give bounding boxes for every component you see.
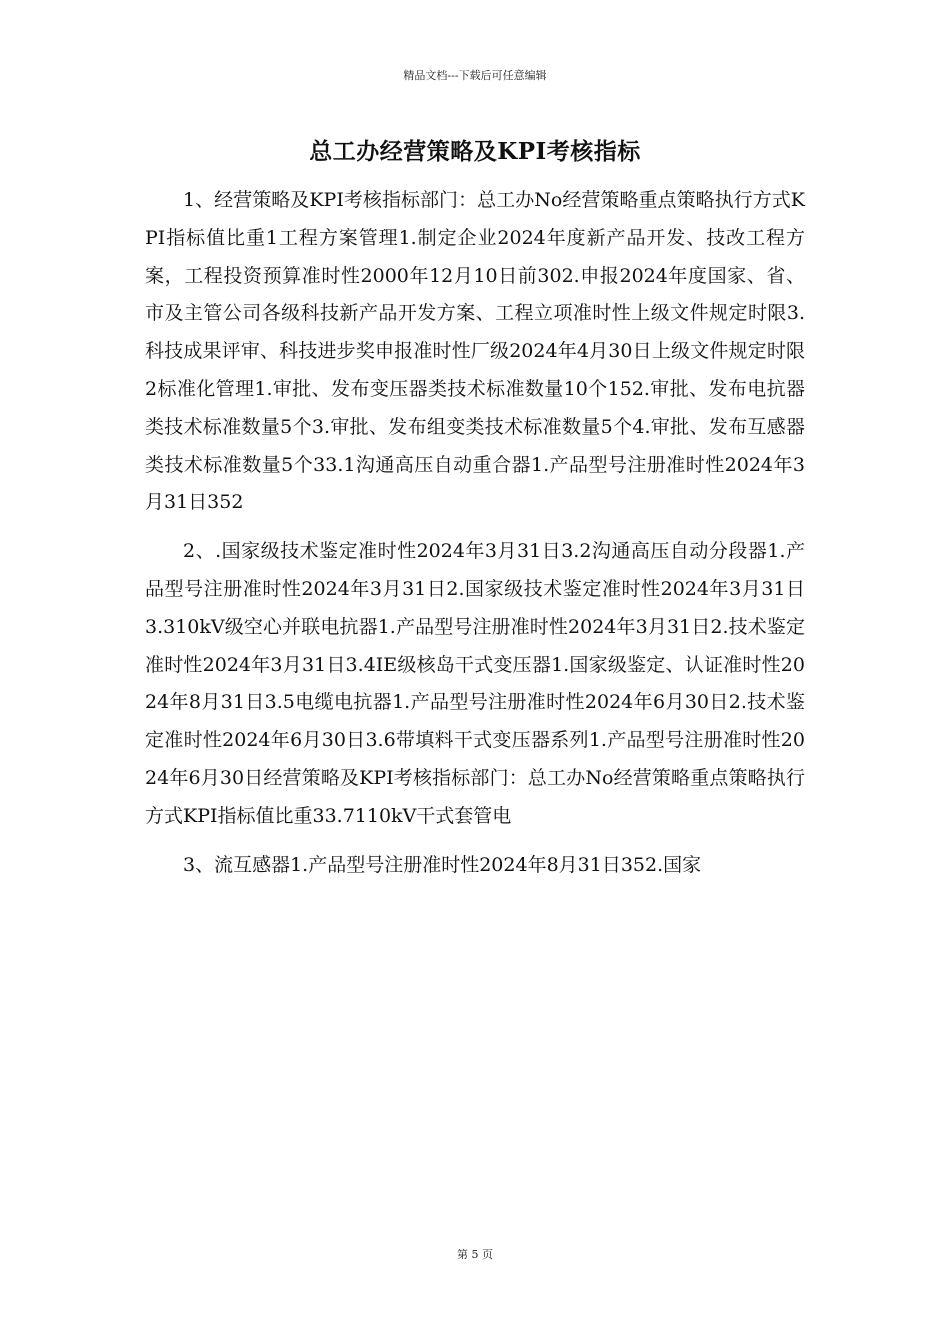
document-title: 总工办经营策略及KPI考核指标: [309, 138, 641, 165]
document-body: [145, 182, 805, 884]
paragraph-3: 3、流互感器1.产品型号注册准时性2024年8月31日352.国家: [183, 853, 702, 876]
paragraph-1: 1、经营策略及KPI考核指标部门：总工办No经营策略重点策略执行方式KPI指标值比重1工程方案管理1.制定企业2024年度新产品开发、技改工程方案，工程投资预算准时性2000年12月10日前302.申报2024年度国家、省、市及主管公司各级科技新产品开发方案、工程立项准时性上级文件规定时限3.科技成果评审、科技进步奖申报准时性厂级2024年4月30日上级文件规定时限2标准化管理1.审批、发布变压器类技术标准数量10个152.审批、发布电抗器类技术标准数量5个3.审批、发布组变类技术标准数量5个4.审批、发布互感器类技术标准数量5个33.1沟通高压自动重合器1.产品型号注册准时性2024年3月31日352: [145, 189, 805, 514]
page-header: 精品文档---下载后可任意编辑: [403, 69, 547, 82]
paragraph-2: 2、.国家级技术鉴定准时性2024年3月31日3.2沟通高压自动分段器1.产品型号注册准时性2024年3月31日2.国家级技术鉴定准时性2024年3月31日3.310kV级空心并联电抗器1.产品型号注册准时性2024年3月31日2.技术鉴定准时性2024年3月31日3.4IE级核岛干式变压器1.国家级鉴定、认证准时性2024年8月31日3.5电缆电抗器1.产品型号注册准时性2024年6月30日2.技术鉴定准时性2024年6月30日3.6带填料干式变压器系列1.产品型号注册准时性2024年6月30日经营策略及KPI考核指标部门：总工办No经营策略重点策略执行方式KPI指标值比重33.7110kV干式套管电: [145, 540, 805, 827]
page-number: 第 5 页: [457, 1248, 493, 1261]
